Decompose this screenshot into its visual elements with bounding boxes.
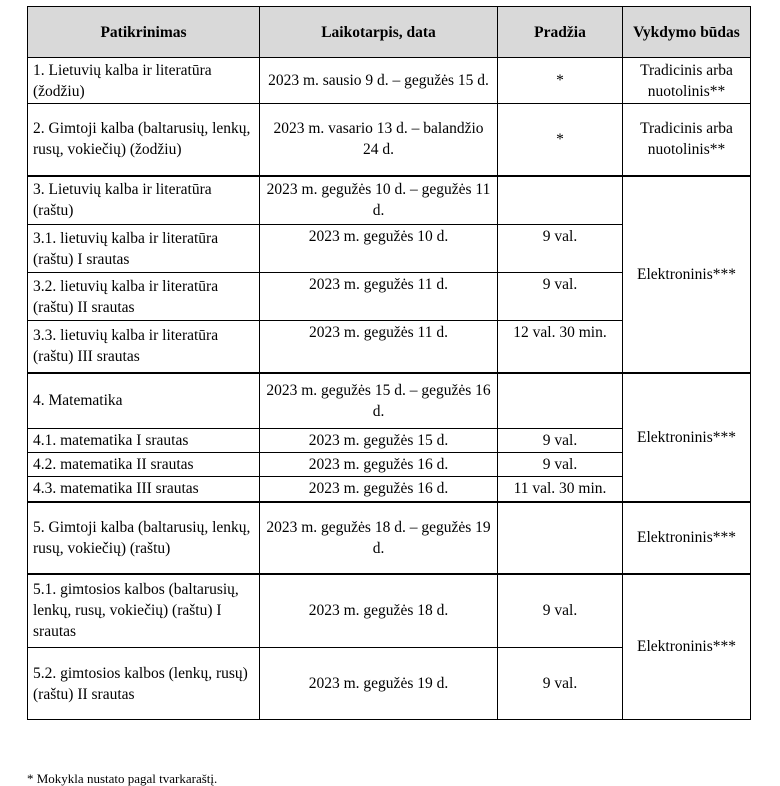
header-patikrinimas: Patikrinimas [28, 7, 260, 58]
exam-name-cell: 5. Gimtoji kalba (baltarusių, lenkų, rusų, vokiečių) (raštu) [28, 502, 260, 574]
method-cell: Elektroninis*** [623, 373, 751, 502]
table-row [28, 574, 751, 648]
period-cell: 2023 m. gegužės 11 d. [260, 273, 498, 321]
table-row [28, 502, 751, 574]
period-cell: 2023 m. sausio 9 d. – gegužės 15 d. [260, 58, 498, 104]
period-cell: 2023 m. gegužės 16 d. [260, 477, 498, 502]
period-cell: 2023 m. gegužės 18 d. [260, 574, 498, 648]
exam-name-cell: 4.1. matematika I srautas [28, 429, 260, 453]
exam-name-cell: 4. Matematika [28, 373, 260, 429]
footnote: * Mokykla nustato pagal tvarkaraštį. [27, 771, 218, 786]
start-cell [498, 502, 623, 574]
exam-name-cell: 5.2. gimtosios kalbos (lenkų, rusų) (raštu) II srautas [28, 648, 260, 720]
start-cell: 9 val. [498, 648, 623, 720]
start-cell: 12 val. 30 min. [498, 321, 623, 373]
exam-name-cell: 5.1. gimtosios kalbos (baltarusių, lenkų, rusų, vokiečių) (raštu) I srautas [28, 574, 260, 648]
exam-name-cell: 4.3. matematika III srautas [28, 477, 260, 502]
exam-name-cell: 4.2. matematika II srautas [28, 453, 260, 477]
period-cell: 2023 m. gegužės 19 d. [260, 648, 498, 720]
exam-name-cell: 2. Gimtoji kalba (baltarusių, lenkų, rusų, vokiečių) (žodžiu) [28, 104, 260, 176]
exam-name-cell: 3. Lietuvių kalba ir literatūra (raštu) [28, 176, 260, 225]
period-cell: 2023 m. gegužės 18 d. – gegužės 19 d. [260, 502, 498, 574]
start-cell: * [498, 58, 623, 104]
period-cell: 2023 m. gegužės 15 d. [260, 429, 498, 453]
exam-name-cell: 3.3. lietuvių kalba ir literatūra (raštu) III srautas [28, 321, 260, 373]
start-cell [498, 373, 623, 429]
table-row [28, 58, 751, 104]
table-row [28, 104, 751, 176]
period-cell: 2023 m. gegužės 11 d. [260, 321, 498, 373]
table-row [28, 373, 751, 429]
method-cell: Elektroninis*** [623, 176, 751, 373]
header-pradzia: Pradžia [498, 7, 623, 58]
period-cell: 2023 m. gegužės 15 d. – gegužės 16 d. [260, 373, 498, 429]
start-cell: 9 val. [498, 429, 623, 453]
period-cell: 2023 m. vasario 13 d. – balandžio 24 d. [260, 104, 498, 176]
exam-name-cell: 3.1. lietuvių kalba ir literatūra (raštu) I srautas [28, 225, 260, 273]
start-cell: 9 val. [498, 225, 623, 273]
method-cell: Tradicinis arba nuotolinis** [623, 104, 751, 176]
period-cell: 2023 m. gegužės 16 d. [260, 453, 498, 477]
start-cell: 11 val. 30 min. [498, 477, 623, 502]
start-cell: 9 val. [498, 453, 623, 477]
start-cell [498, 176, 623, 225]
period-cell: 2023 m. gegužės 10 d. – gegužės 11 d. [260, 176, 498, 225]
table-header-row [28, 7, 751, 58]
period-cell: 2023 m. gegužės 10 d. [260, 225, 498, 273]
start-cell: 9 val. [498, 273, 623, 321]
start-cell: 9 val. [498, 574, 623, 648]
method-cell: Elektroninis*** [623, 502, 751, 574]
method-cell: Tradicinis arba nuotolinis** [623, 58, 751, 104]
table-row [28, 176, 751, 225]
exam-name-cell: 1. Lietuvių kalba ir literatūra (žodžiu) [28, 58, 260, 104]
schedule-table-wrapper [27, 6, 751, 720]
start-cell: * [498, 104, 623, 176]
method-cell: Elektroninis*** [623, 574, 751, 720]
header-laikotarpis: Laikotarpis, data [260, 7, 498, 58]
header-vykdymo-budas: Vykdymo būdas [623, 7, 751, 58]
exam-name-cell: 3.2. lietuvių kalba ir literatūra (raštu) II srautas [28, 273, 260, 321]
exam-schedule-table [27, 6, 751, 720]
